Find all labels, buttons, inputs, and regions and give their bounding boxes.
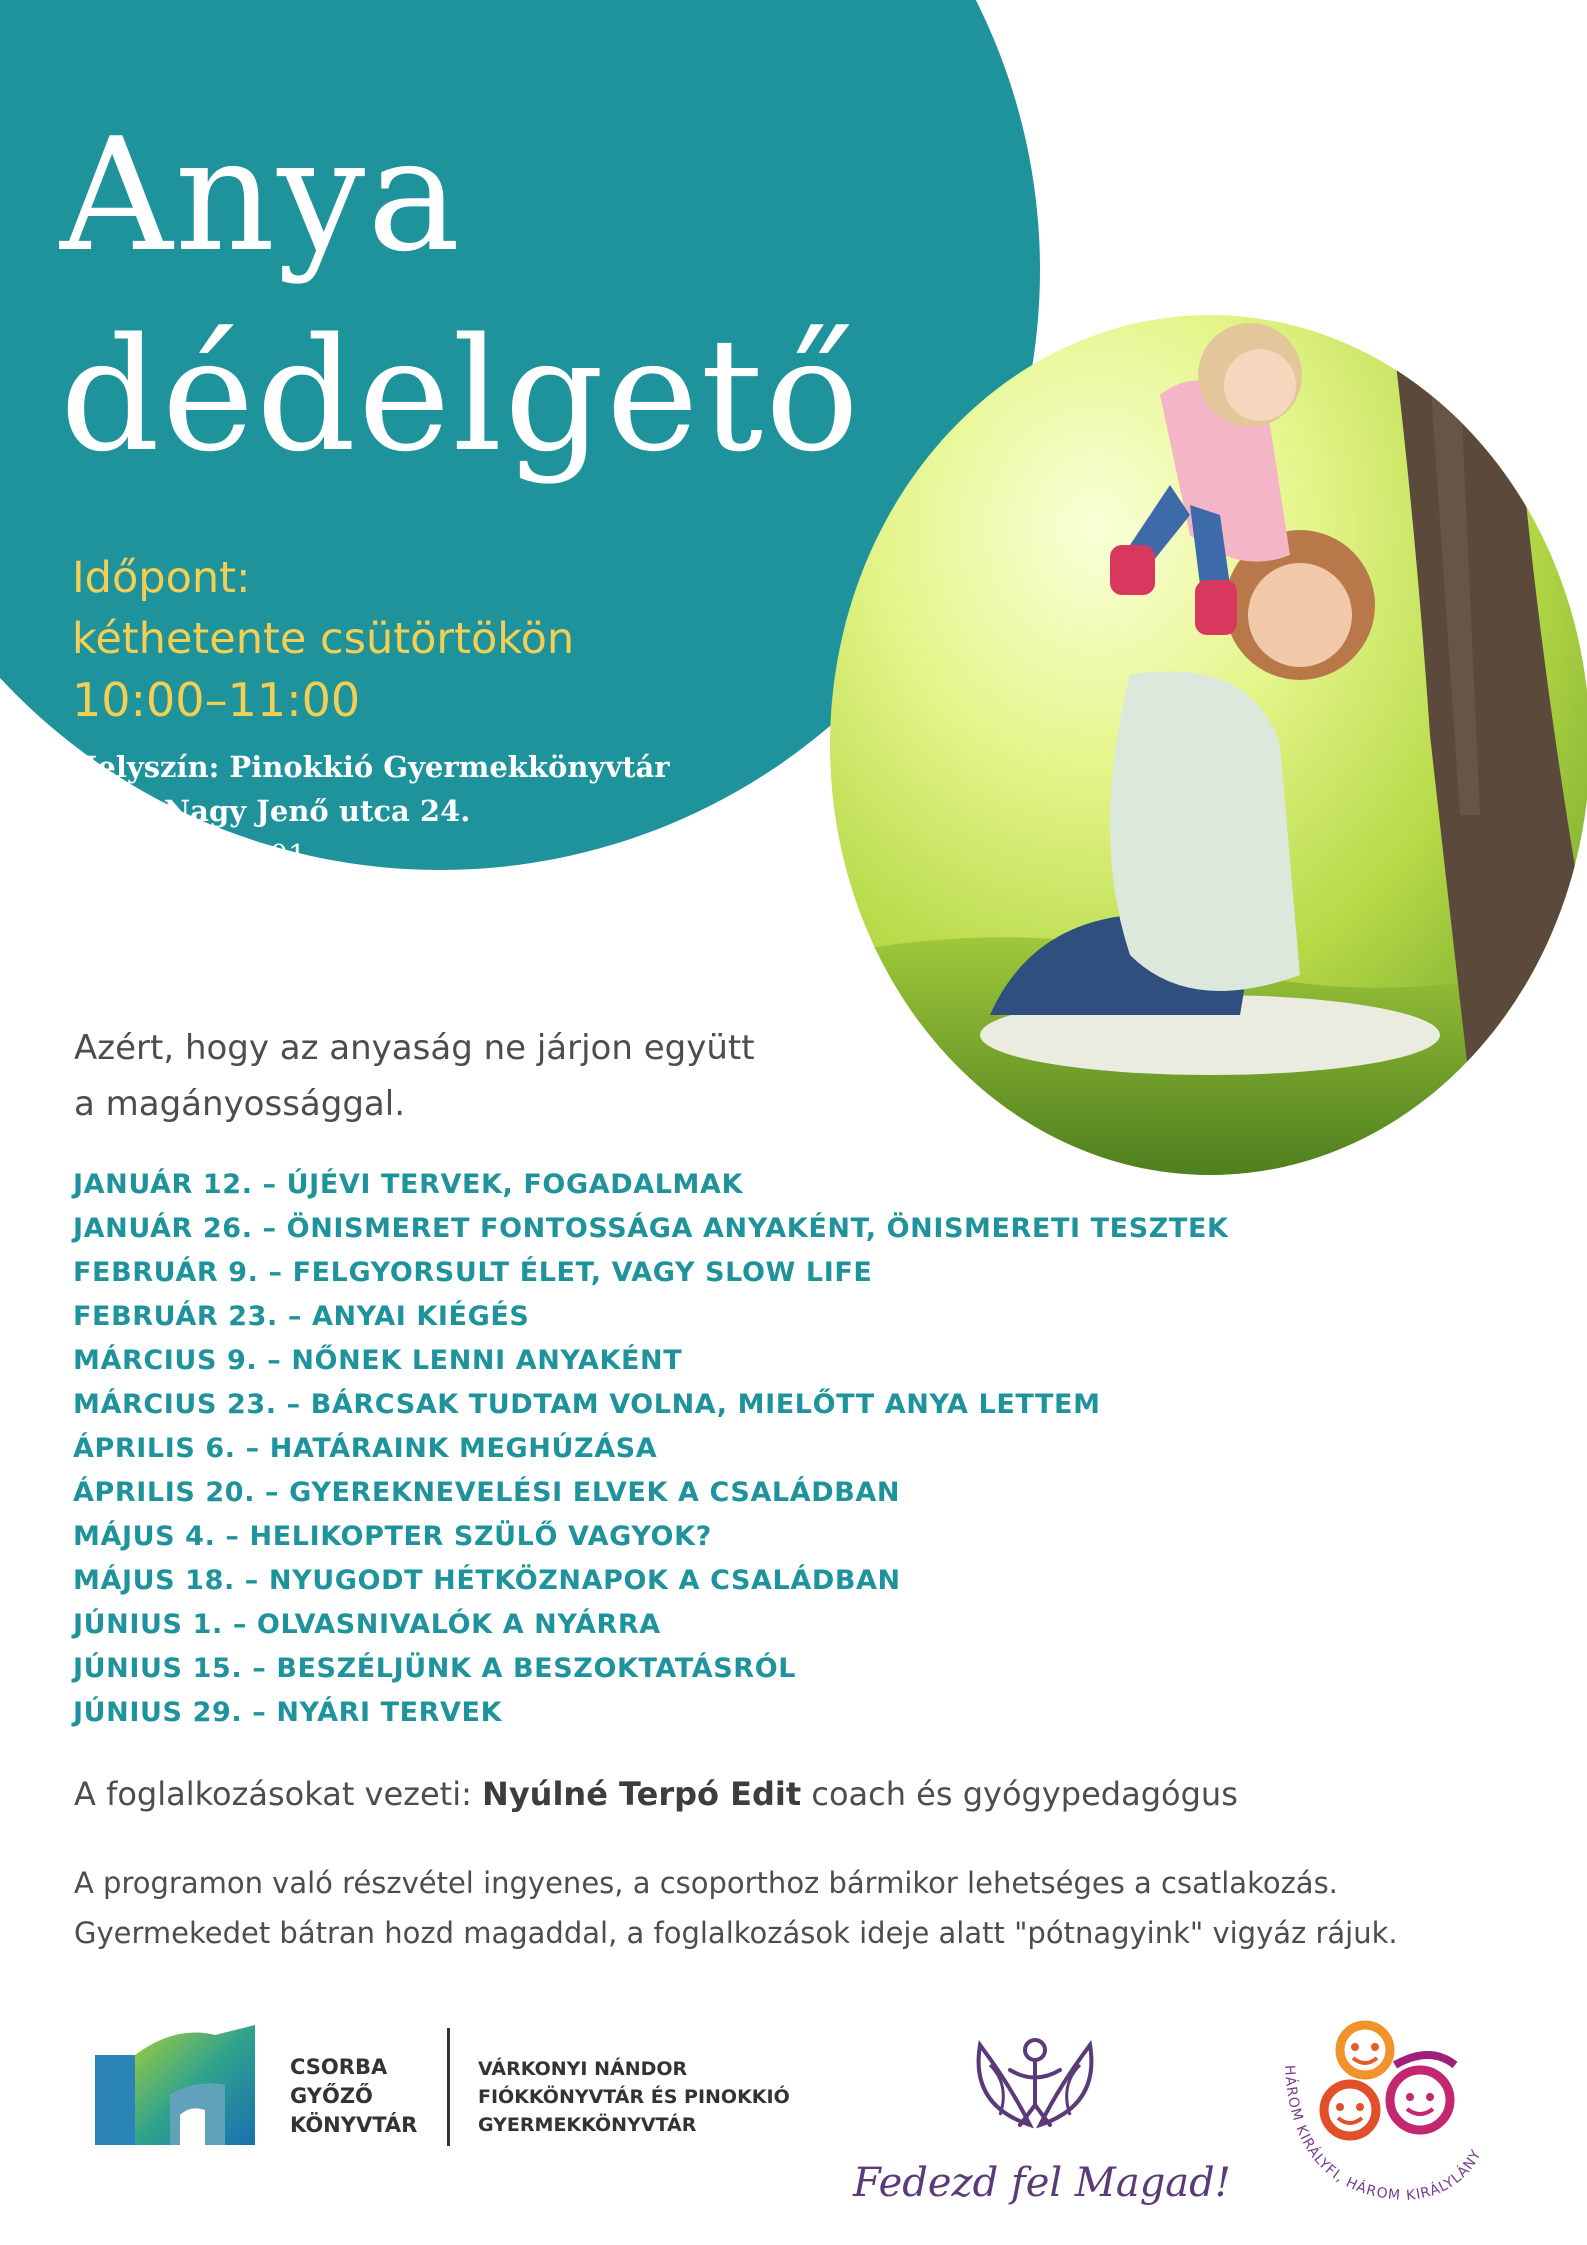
schedule-item: MÁJUS 18. – NYUGODT HÉTKÖZNAPOK A CSALÁDBAN [73,1565,901,1596]
location-address: Pécs, Nagy Jenő utca 24. [70,794,471,828]
location-phone: +36 72 324 001 [70,838,307,872]
mother-child-photo [830,315,1587,1175]
schedule-item: MÁRCIUS 23. – BÁRCSAK TUDTAM VOLNA, MIELŐTT ANYA LETTEM [73,1389,1101,1420]
time-label: Időpont: [72,553,251,603]
csorba-line: CSORBA [290,2055,388,2079]
schedule-item: MÁJUS 4. – HELIKOPTER SZÜLŐ VAGYOK? [73,1521,712,1552]
csorba-line: KÖNYVTÁR [290,2113,418,2137]
harom-kiralyfi-text: HÁROM KIRÁLYFI, HÁROM KIRÁLYLÁNY [1280,2064,1485,2205]
schedule-item: FEBRUÁR 23. – ANYAI KIÉGÉS [73,1301,530,1332]
logo-divider [447,2028,450,2146]
schedule-list [73,1163,1229,1735]
time-frequency: kéthetente csütörtökön [72,614,575,664]
varkonyi-line: GYERMEKKÖNYVTÁR [478,2114,697,2136]
intro-line-1: Azért, hogy az anyaság ne járjon együtt [74,1028,755,1068]
location-venue: Helyszín: Pinokkió Gyermekkönyvtár [70,750,670,784]
title-line-2: dédelgető [60,304,862,486]
schedule-item: JANUÁR 12. – ÚJÉVI TERVEK, FOGADALMAK [73,1169,744,1200]
schedule-item: JÚNIUS 15. – BESZÉLJÜNK A BESZOKTATÁSRÓL [73,1653,797,1684]
harom-kiralyfi-logo [1255,2005,1515,2215]
intro-line-2: a magányossággal. [74,1084,406,1124]
schedule-item: ÁPRILIS 6. – HATÁRAINK MEGHÚZÁSA [73,1433,658,1464]
schedule-item: JANUÁR 26. – ÖNISMERET FONTOSSÁGA ANYAKÉNT, ÖNISMERETI TESZTEK [73,1213,1229,1244]
intro-text [74,1020,834,1132]
varkonyi-library-name [478,2055,790,2139]
info-line-1: A programon való részvétel ingyenes, a csoporthoz bármikor lehetséges a csatlakozás. [74,1866,1338,1900]
info-line-2: Gyermekedet bátran hozd magaddal, a foglalkozások ideje alatt "pótnagyink" vigyáz rájuk. [74,1916,1398,1950]
title-line-1: Anya [60,104,463,286]
schedule-item: JÚNIUS 1. – OLVASNIVALÓK A NYÁRRA [73,1609,661,1640]
csorba-library-logo [95,2025,255,2145]
fedezd-fel-magad-text: Fedezd fel Magad! [853,2160,1231,2206]
participation-info [74,1858,1398,1958]
csorba-library-name [290,2053,417,2140]
schedule-item: MÁRCIUS 9. – NŐNEK LENNI ANYAKÉNT [73,1345,683,1376]
varkonyi-line: VÁRKONYI NÁNDOR [478,2058,688,2080]
leader-info [74,1769,1238,1819]
time-info [72,548,574,731]
varkonyi-line: FIÓKKÖNYVTÁR ÉS PINOKKIÓ [478,2086,790,2108]
location-info [70,745,670,877]
page-title [60,95,861,495]
csorba-line: GYŐZŐ [290,2084,373,2108]
leader-name: Nyúlné Terpó Edit [482,1775,802,1813]
schedule-item: ÁPRILIS 20. – GYEREKNEVELÉSI ELVEK A CSALÁDBAN [73,1477,901,1508]
schedule-item: JÚNIUS 29. – NYÁRI TERVEK [73,1697,503,1728]
fedezd-fel-magad-icon [970,2025,1100,2135]
time-range: 10:00–11:00 [72,673,361,727]
schedule-item: FEBRUÁR 9. – FELGYORSULT ÉLET, VAGY SLOW LIFE [73,1257,873,1288]
svg-text:HÁROM KIRÁLYFI, HÁROM KIRÁLYLÁ [1281,2065,1485,2205]
leader-suffix: coach és gyógypedagógus [801,1775,1238,1813]
leader-prefix: A foglalkozásokat vezeti: [74,1775,483,1813]
